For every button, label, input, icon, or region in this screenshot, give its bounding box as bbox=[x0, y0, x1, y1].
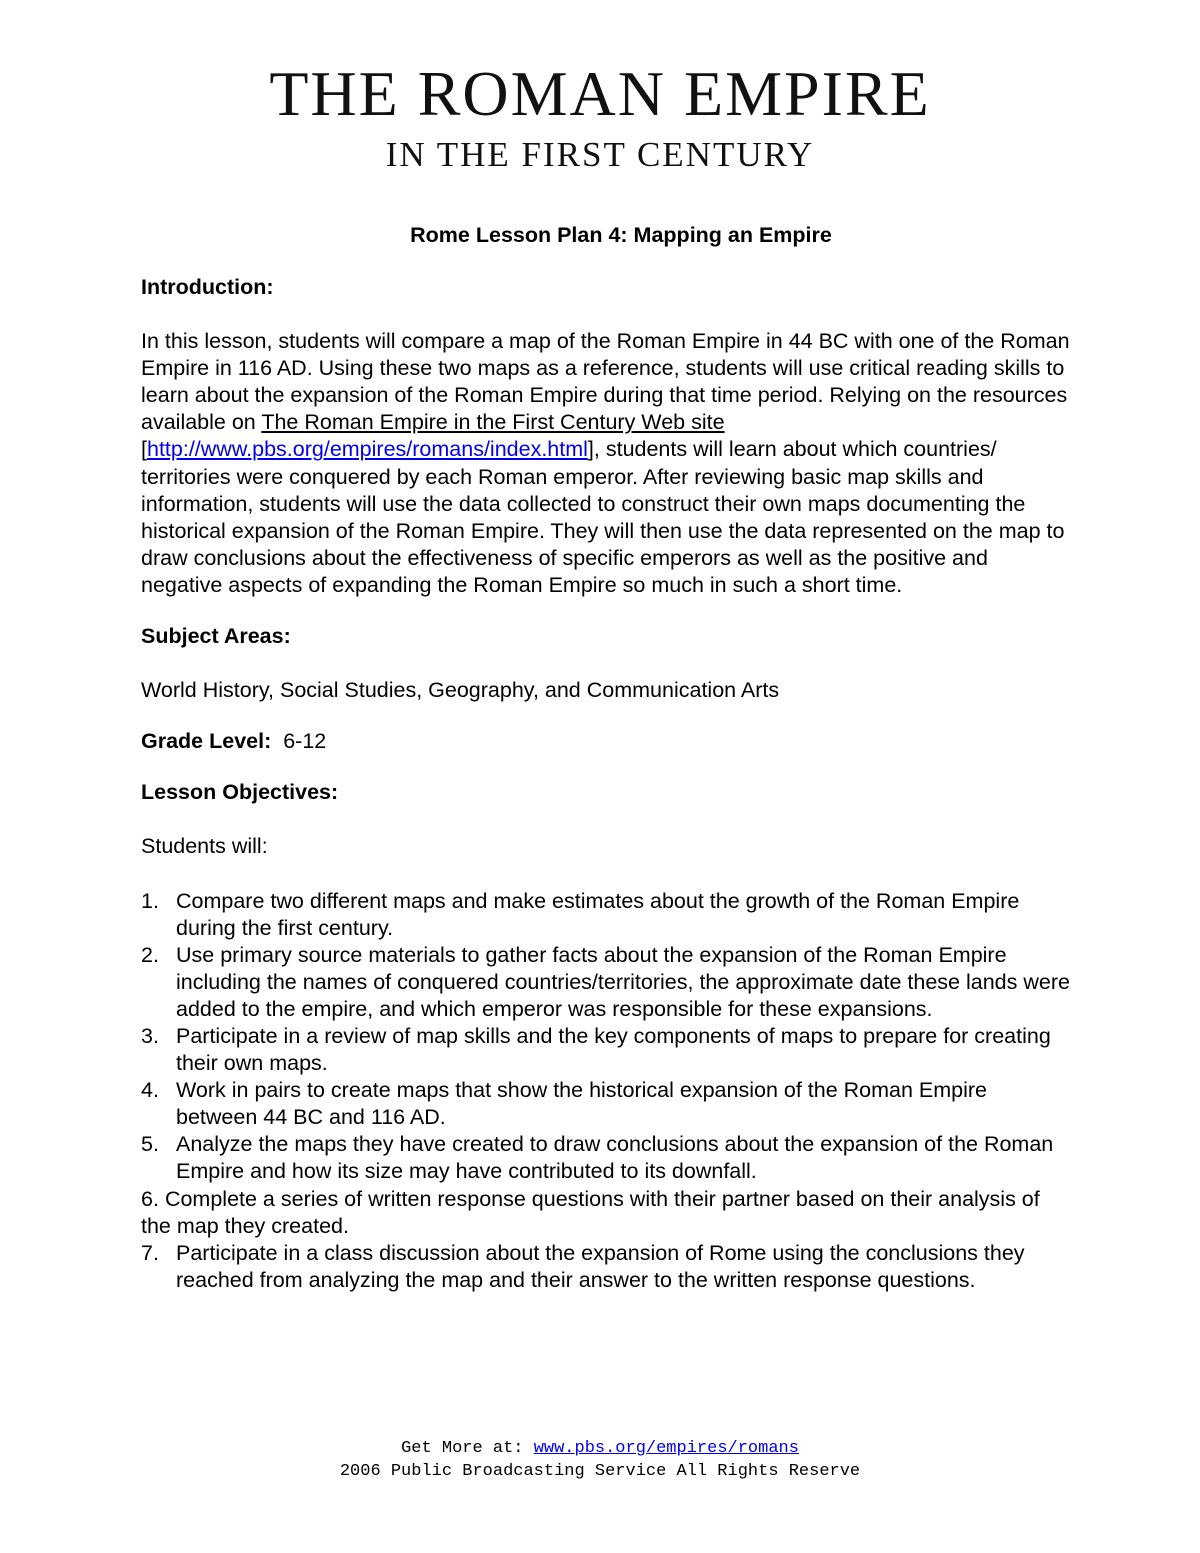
list-item bbox=[141, 1023, 1071, 1077]
grade-level-line bbox=[141, 728, 1071, 755]
list-item-number: 6. bbox=[141, 1186, 159, 1211]
list-item-number: 3. bbox=[141, 1023, 159, 1048]
list-item bbox=[141, 942, 1071, 1023]
list-item bbox=[141, 1077, 1071, 1131]
list-item-number: 4. bbox=[141, 1078, 159, 1103]
list-item-text: Work in pairs to create maps that show the historical expansion of the Roman Empire between 44 BC and 116 AD. bbox=[176, 1078, 988, 1130]
list-item-text: Complete a series of written response questions with their partner based on their analysis of the map they created. bbox=[141, 1186, 1040, 1238]
introduction-text-1: In this lesson, students will compare a map of the Roman Empire in 44 BC with one of the Roman Empire in 116 AD. Using these two maps as a reference, students will use critical reading skills to learn about the expansion of the Roman Empire during that time period. Relying on the resources available on bbox=[141, 329, 1070, 435]
masthead-title: THE ROMAN EMPIRE bbox=[269, 58, 931, 129]
subject-areas-text: World History, Social Studies, Geography, and Communication Arts bbox=[141, 678, 780, 703]
grade-level-value: 6-12 bbox=[283, 729, 327, 754]
list-item bbox=[141, 888, 1071, 942]
footer-link[interactable]: www.pbs.org/empires/romans bbox=[533, 1439, 799, 1458]
list-item-number: 1. bbox=[141, 888, 159, 913]
list-item-number: 7. bbox=[141, 1240, 159, 1265]
list-item-number: 5. bbox=[141, 1132, 159, 1157]
list-item bbox=[141, 1131, 1071, 1185]
lesson-title: Rome Lesson Plan 4: Mapping an Empire bbox=[410, 223, 832, 247]
list-item-number: 2. bbox=[141, 942, 159, 967]
lesson-content bbox=[141, 220, 1071, 1294]
subject-areas-heading: Subject Areas: bbox=[141, 624, 291, 649]
list-item-text: Use primary source materials to gather facts about the expansion of the Roman Empire including the names of conquered countries/territories, the approximate date these lands were added to the empire, and which emperor was responsible for these expansions. bbox=[176, 942, 1070, 1021]
introduction-paragraph bbox=[141, 328, 1071, 599]
site-url-link[interactable]: http://www.pbs.org/empires/romans/index.html bbox=[146, 437, 588, 462]
footer-copyright: 2006 Public Broadcasting Service All Rights Reserve bbox=[339, 1462, 861, 1481]
footer-more-line bbox=[0, 1437, 1200, 1460]
list-item bbox=[141, 1240, 1071, 1294]
list-item-text: Participate in a class discussion about the expansion of Rome using the conclusions they reached from analyzing the map and their answer to the written response questions. bbox=[176, 1240, 1025, 1292]
masthead-subtitle: IN THE FIRST CENTURY bbox=[385, 135, 815, 174]
introduction-heading: Introduction: bbox=[141, 275, 274, 299]
introduction-text-2: ], students will learn about which countries/ territories were conquered by each Roman emperor. After reviewing basic map skills and information, students will use the data collected to construct their own maps documenting the historical expansion of the Roman Empire. They will then use the data represented on the map to draw conclusions about the effectiveness of specific emperors as well as the positive and negative aspects of expanding the Roman Empire so much in such a short time. bbox=[141, 437, 1065, 597]
objectives-intro: Students will: bbox=[141, 834, 268, 859]
grade-level-heading: Grade Level: bbox=[141, 729, 272, 754]
footer-prefix: Get More at: bbox=[401, 1439, 534, 1458]
list-item bbox=[141, 1186, 1071, 1240]
objectives-heading: Lesson Objectives: bbox=[141, 780, 339, 805]
list-item-text: Analyze the maps they have created to draw conclusions about the expansion of the Roman Empire and how its size may have contributed to its downfall. bbox=[176, 1132, 1054, 1184]
bracket-open: [ bbox=[141, 437, 147, 462]
list-item-text: Compare two different maps and make estimates about the growth of the Roman Empire during the first century. bbox=[176, 888, 1020, 940]
objectives-list bbox=[141, 888, 1071, 1294]
site-link[interactable]: The Roman Empire in the First Century Web site bbox=[261, 410, 725, 435]
list-item-text: Participate in a review of map skills and the key components of maps to prepare for creating their own maps. bbox=[176, 1023, 1051, 1076]
